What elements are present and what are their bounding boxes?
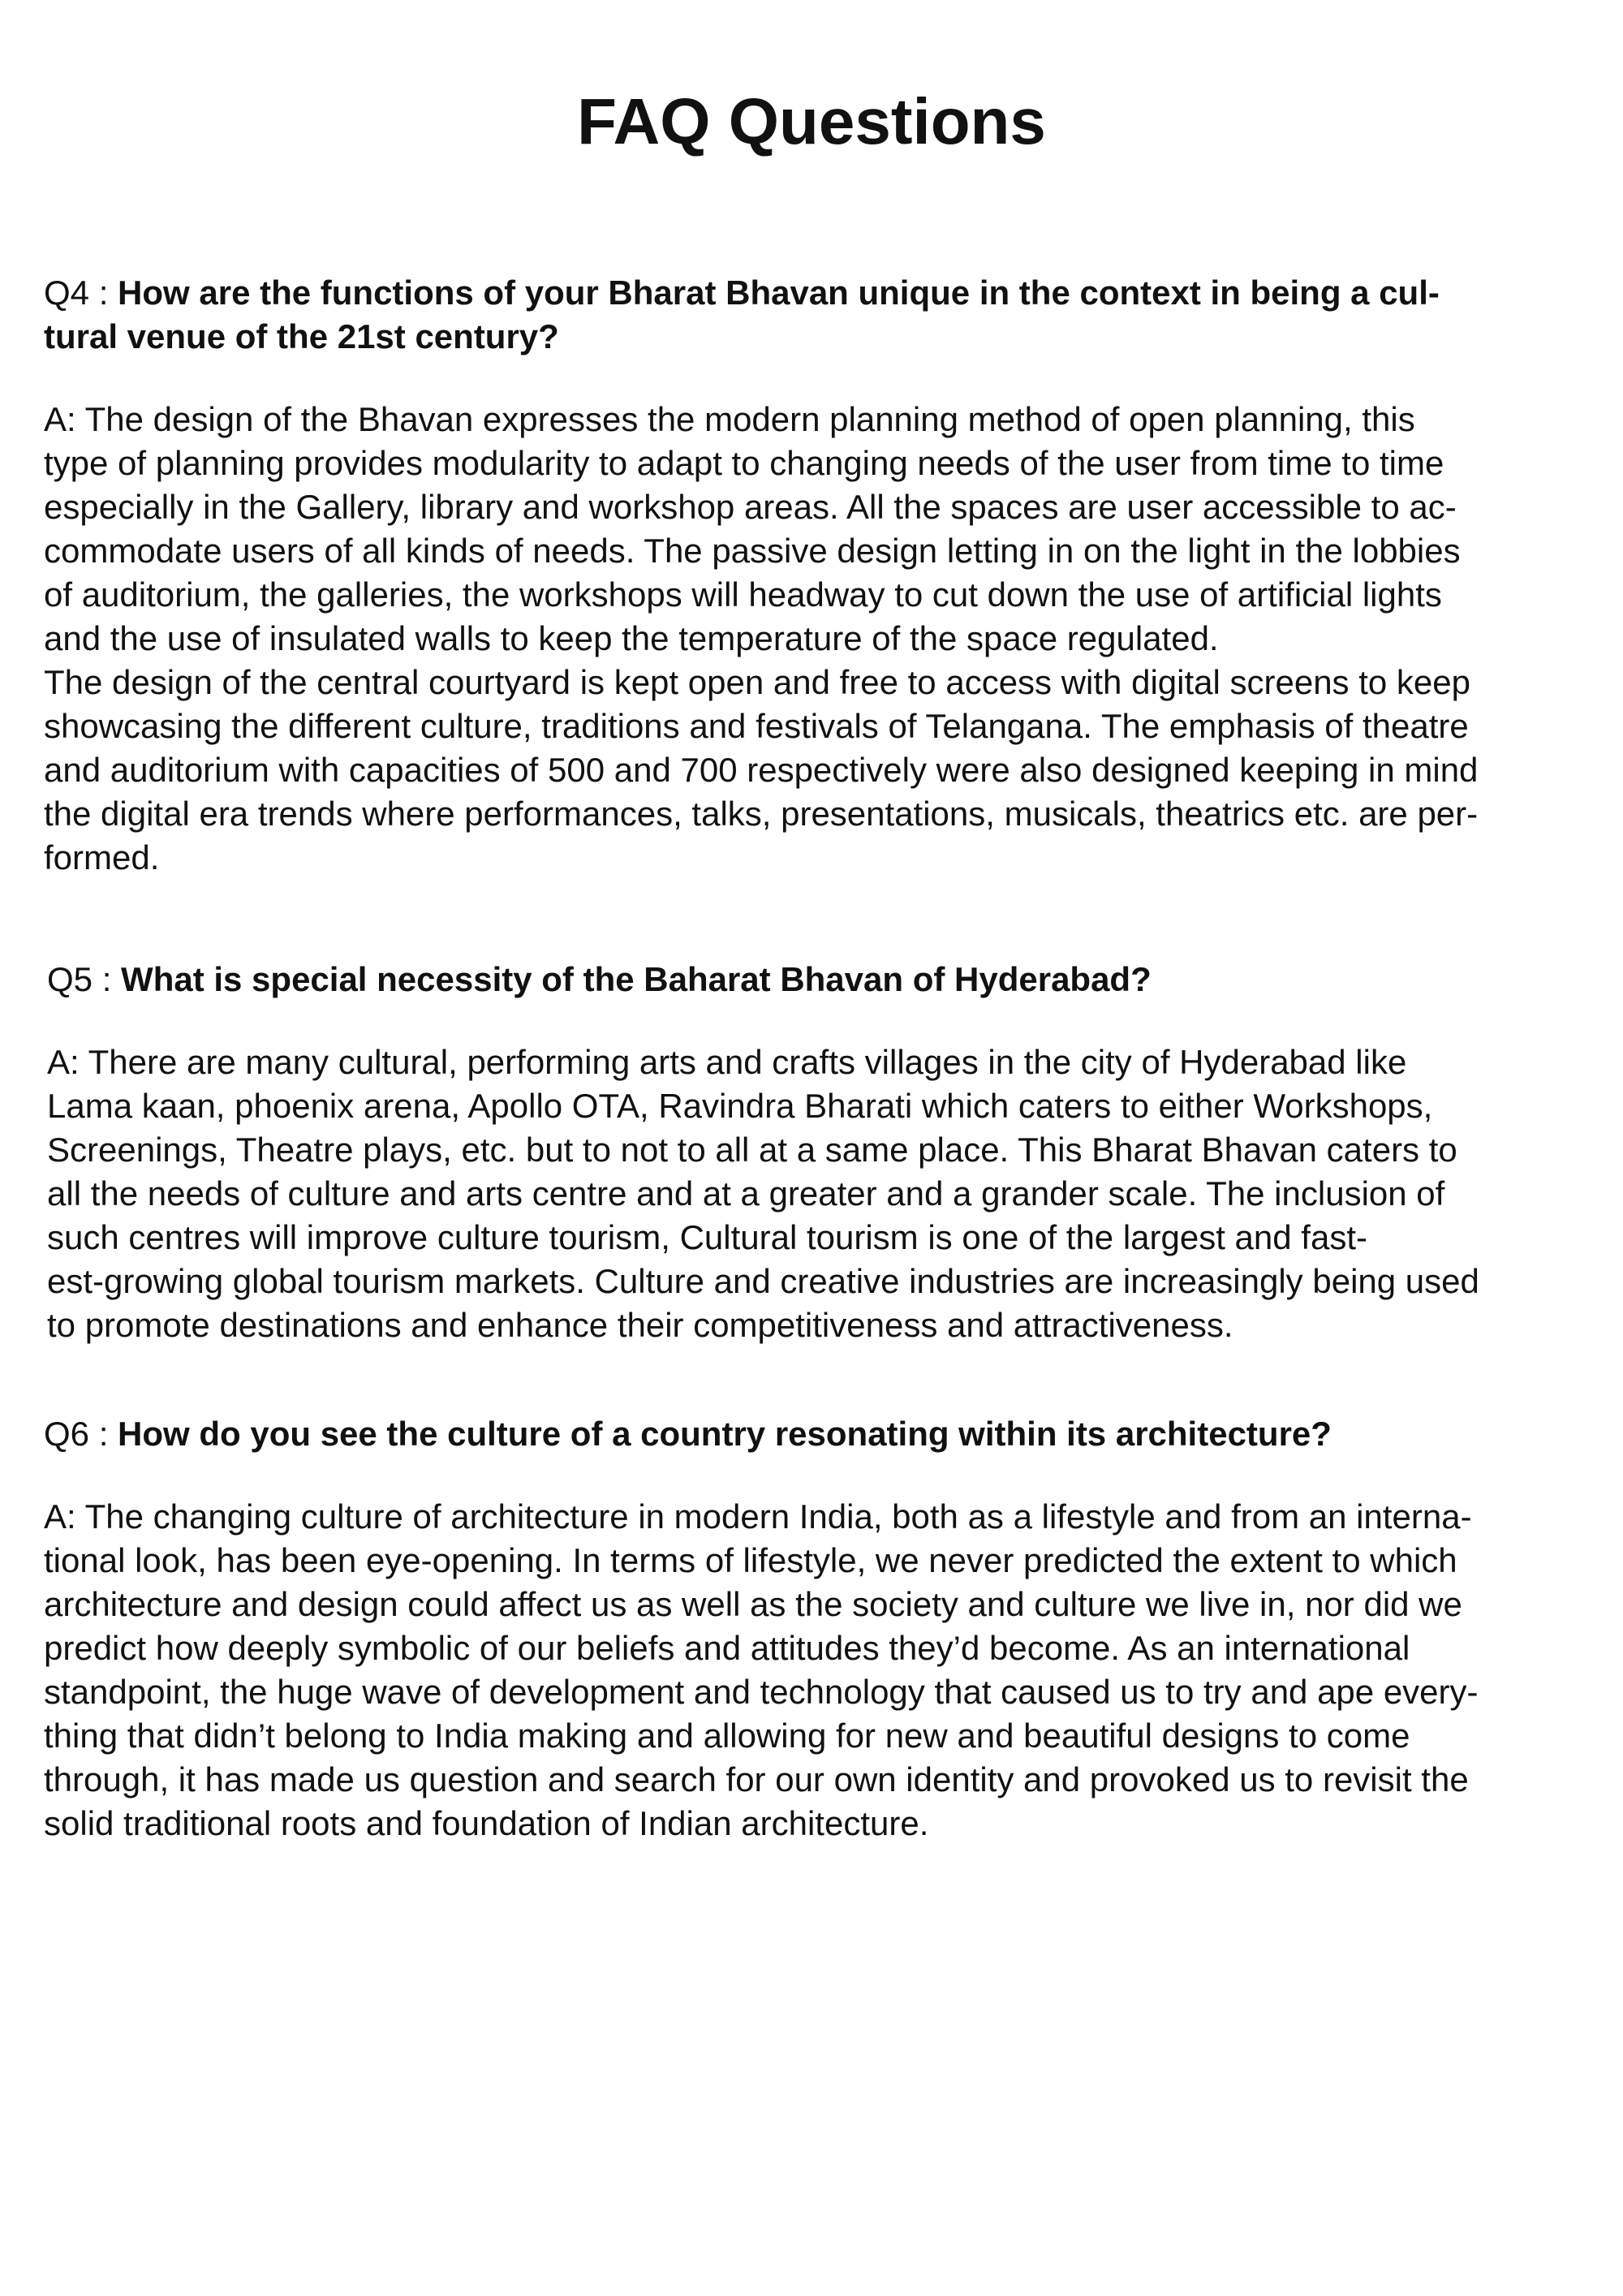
question-text: What is special necessity of the Baharat Bhavan of Hyderabad? (121, 960, 1152, 998)
answer-paragraph: A: There are many cultural, performing arts and crafts villages in the city of Hyderabad like Lama kaan, phoenix arena, Apollo OTA, Ravindra Bharati which caters to either Workshops, Screenings, Theatre plays, etc. but to not to all at a same place. This Bharat Bhavan caters to all the needs of culture and arts centre and at a greater and a grander scale. The inclusion of such centres will improve culture tourism, Cultural tourism is one of the largest and fast- est-growing global tourism markets. Culture and creative industries are increasingly being used to promote destinations and enhance their competitiveness and attractiveness. (47, 1043, 1479, 1344)
faq-answer (44, 1495, 1623, 1846)
question-number: Q5 : (47, 960, 122, 998)
faq-answer (47, 1040, 1623, 1347)
faq-question (47, 958, 1623, 1002)
question-text: How do you see the culture of a country resonating within its architecture? (118, 1415, 1332, 1453)
faq-item-q6 (0, 1412, 1623, 1846)
faq-question (44, 271, 1623, 359)
faq-question (44, 1412, 1623, 1456)
faq-item-q5 (0, 958, 1623, 1347)
answer-paragraph: A: The design of the Bhavan expresses the modern planning method of open planning, this type of planning provides modularity to adapt to changing needs of the user from time to time especially in the Gallery, library and workshop areas. All the spaces are user accessible to ac- commodate users of all kinds of needs. The passive design letting in on the light in the lobbies of auditorium, the galleries, the workshops will headway to cut down the use of artificial lights and the use of insulated walls to keep the temperature of the space regulated. (44, 400, 1461, 657)
answer-paragraph: A: The changing culture of architecture in modern India, both as a lifestyle and from an interna- tional look, has been eye-opening. In terms of lifestyle, we never predicted the extent to which architecture and design could affect us as well as the society and culture we live in, nor did we predict how deeply symbolic of our beliefs and attitudes they’d become. As an international standpoint, the huge wave of development and technology that caused us to try and ape every- thing that didn’t belong to India making and allowing for new and beautiful designs to come through, it has made us question and search for our own identity and provoked us to revisit the solid traditional roots and foundation of Indian architecture. (44, 1497, 1479, 1842)
question-number: Q4 : (44, 274, 118, 312)
page-title: FAQ Questions (577, 85, 1046, 157)
question-number: Q6 : (44, 1415, 118, 1453)
faq-answer (44, 398, 1623, 880)
faq-item-q4 (0, 271, 1623, 880)
question-text: How are the functions of your Bharat Bhavan unique in the context in being a cul- tural venue of the 21st century? (44, 274, 1440, 355)
answer-paragraph: The design of the central courtyard is kept open and free to access with digital screens to keep showcasing the different culture, traditions and festivals of Telangana. The emphasis of theatre and auditorium with capacities of 500 and 700 respectively were also designed keeping in mind the digital era trends where performances, talks, presentations, musicals, theatrics etc. are per- formed. (44, 663, 1479, 877)
